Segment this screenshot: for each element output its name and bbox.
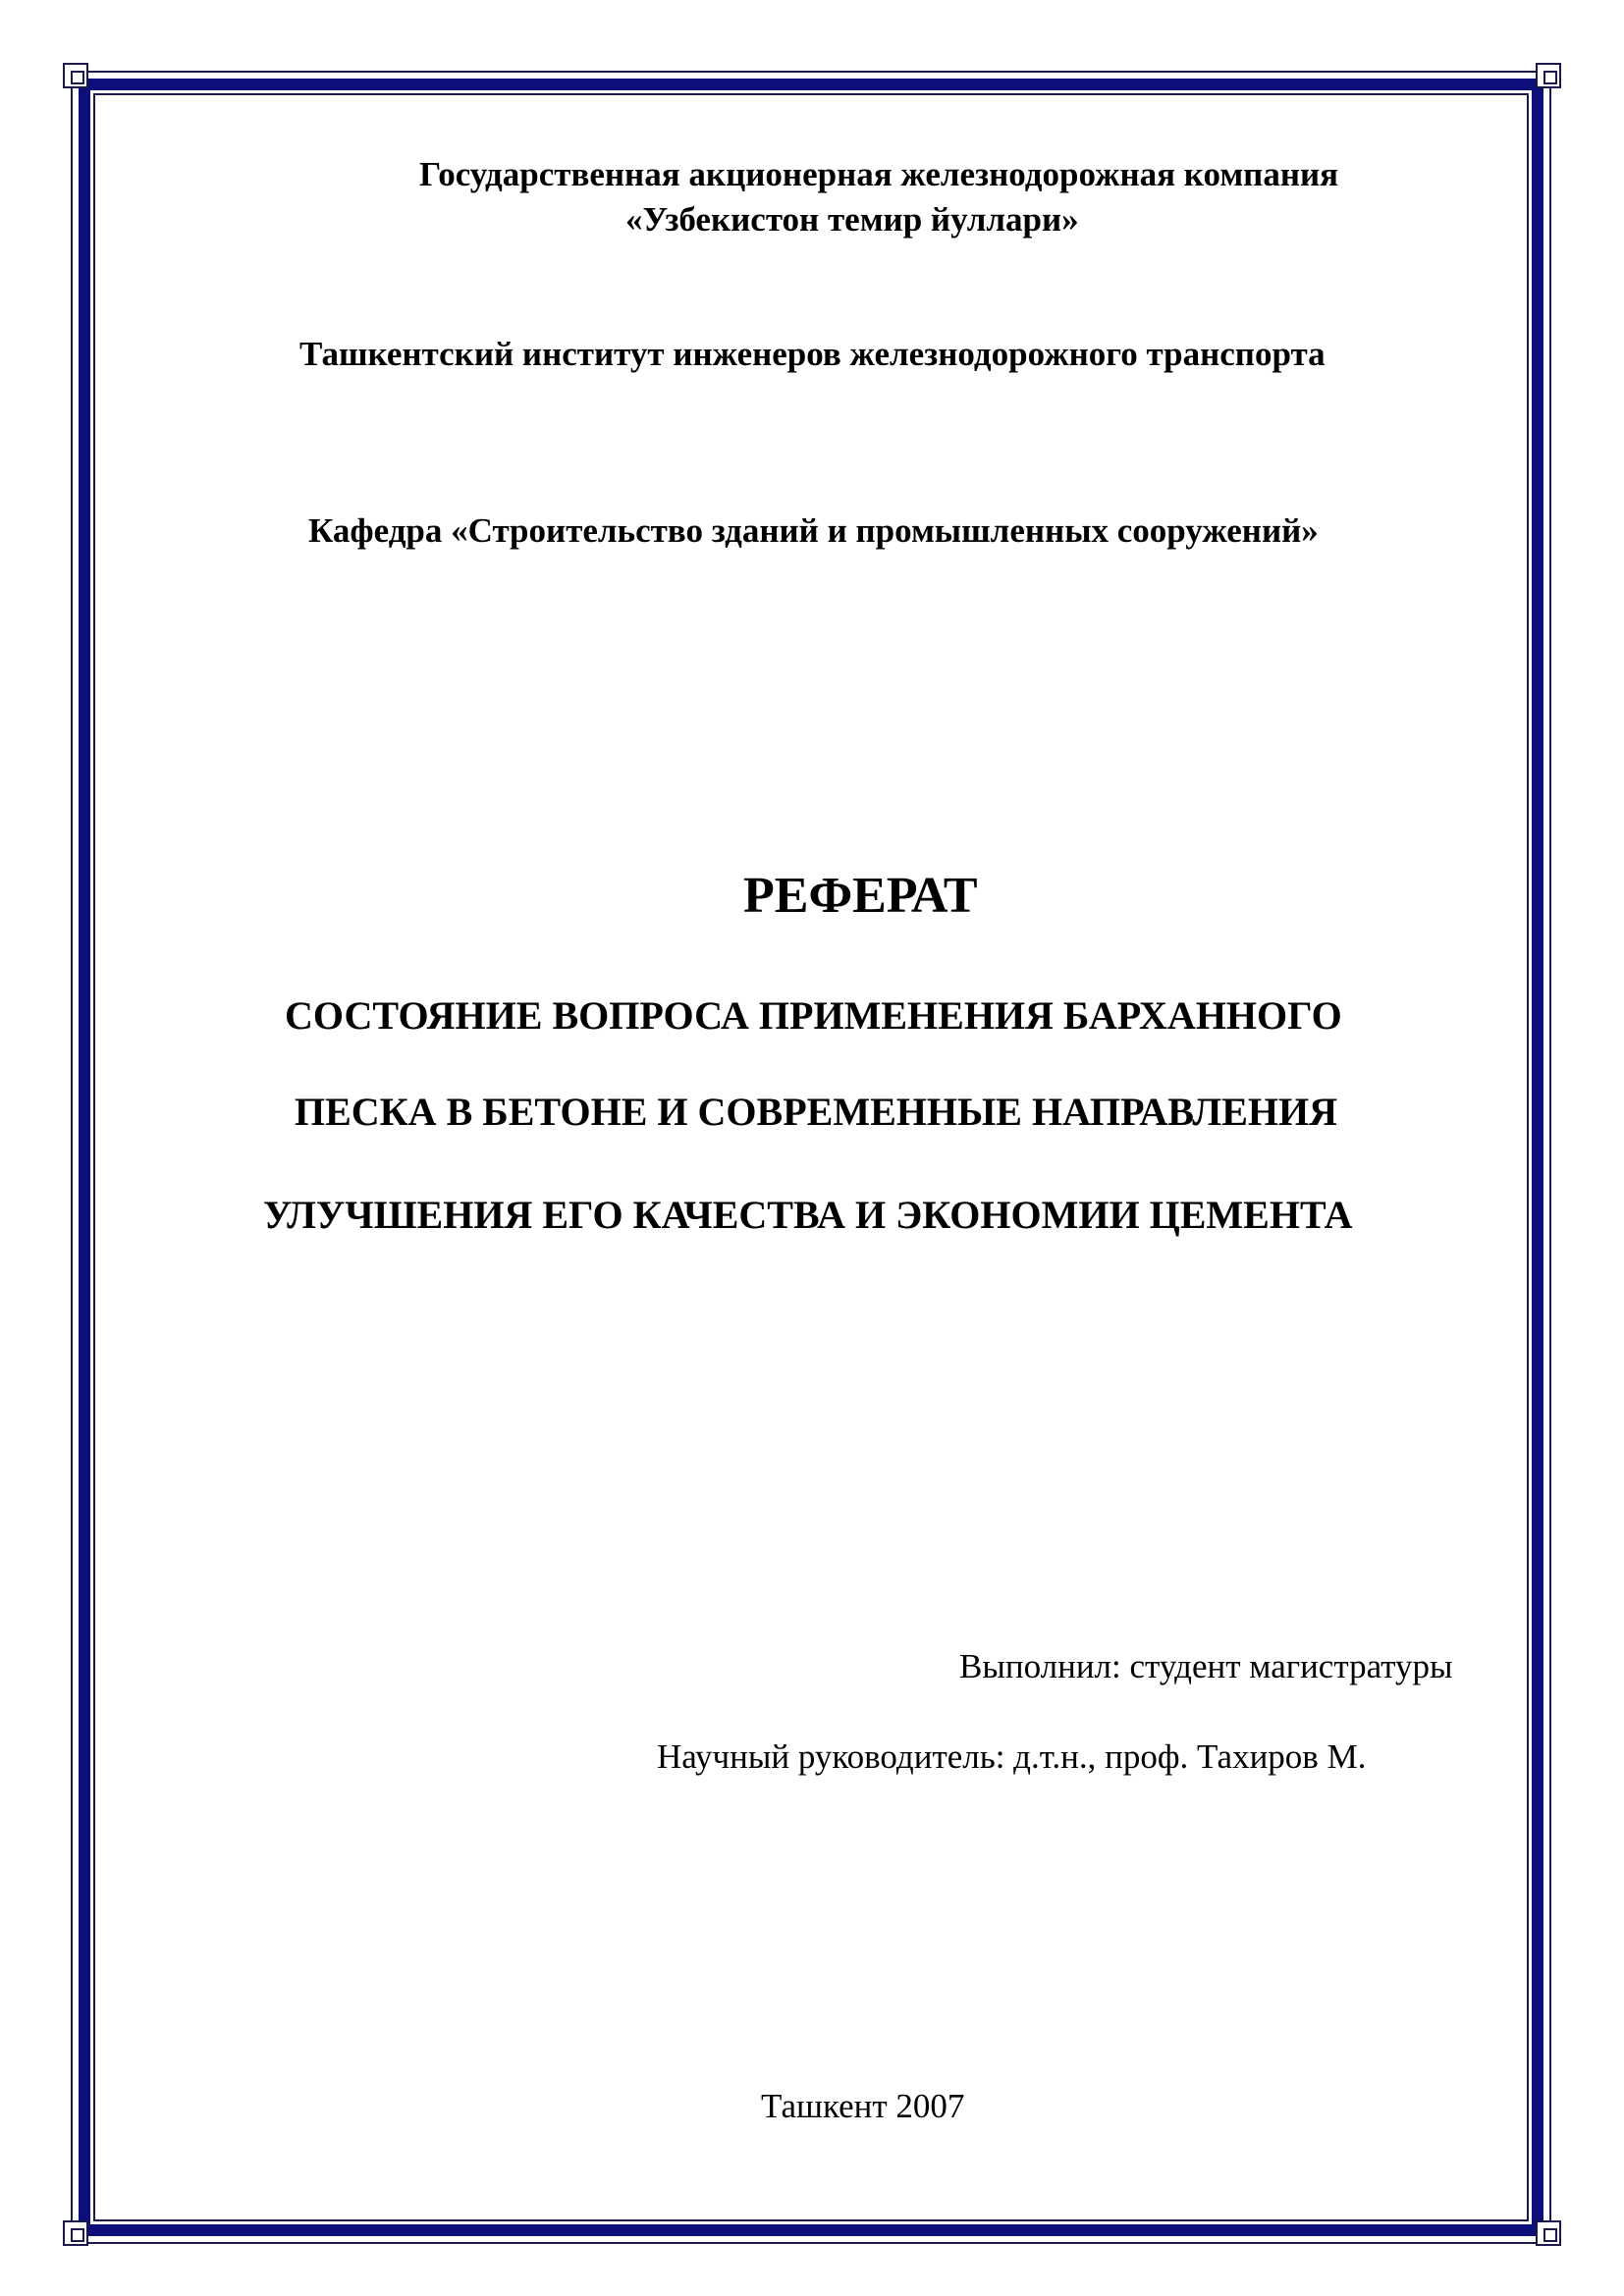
frame-corner-top-right-icon — [1536, 63, 1561, 88]
department-name: Кафедра «Строительство зданий и промышленных сооружений» — [308, 511, 1319, 550]
frame-corner-bottom-left-icon — [63, 2220, 88, 2246]
place-and-year: Ташкент 2007 — [761, 2087, 965, 2125]
frame-corner-bottom-right-icon — [1536, 2220, 1561, 2246]
supervisor-label: Научный руководитель: д.т.н., проф. Тахиров М. — [657, 1737, 1367, 1776]
topic-line-2: ПЕСКА В БЕТОНЕ И СОВРЕМЕННЫЕ НАПРАВЛЕНИЯ — [295, 1090, 1338, 1134]
topic-line-1: СОСТОЯНИЕ ВОПРОСА ПРИМЕНЕНИЯ БАРХАННОГО — [285, 993, 1342, 1038]
company-name-line2: «Узбекистон темир йуллари» — [625, 200, 1079, 239]
performed-by-label: Выполнил: студент магистратуры — [959, 1647, 1453, 1685]
company-name-line1: Государственная акционерная железнодорожная компания — [419, 155, 1339, 193]
institute-name: Ташкентский институт инженеров железнодорожного транспорта — [299, 335, 1326, 373]
frame-corner-top-left-icon — [63, 63, 88, 88]
document-type-title: РЕФЕРАТ — [743, 868, 978, 924]
topic-line-3: УЛУЧШЕНИЯ ЕГО КАЧЕСТВА И ЭКОНОМИИ ЦЕМЕНТА — [263, 1193, 1353, 1237]
page-frame-inner — [93, 93, 1529, 2221]
